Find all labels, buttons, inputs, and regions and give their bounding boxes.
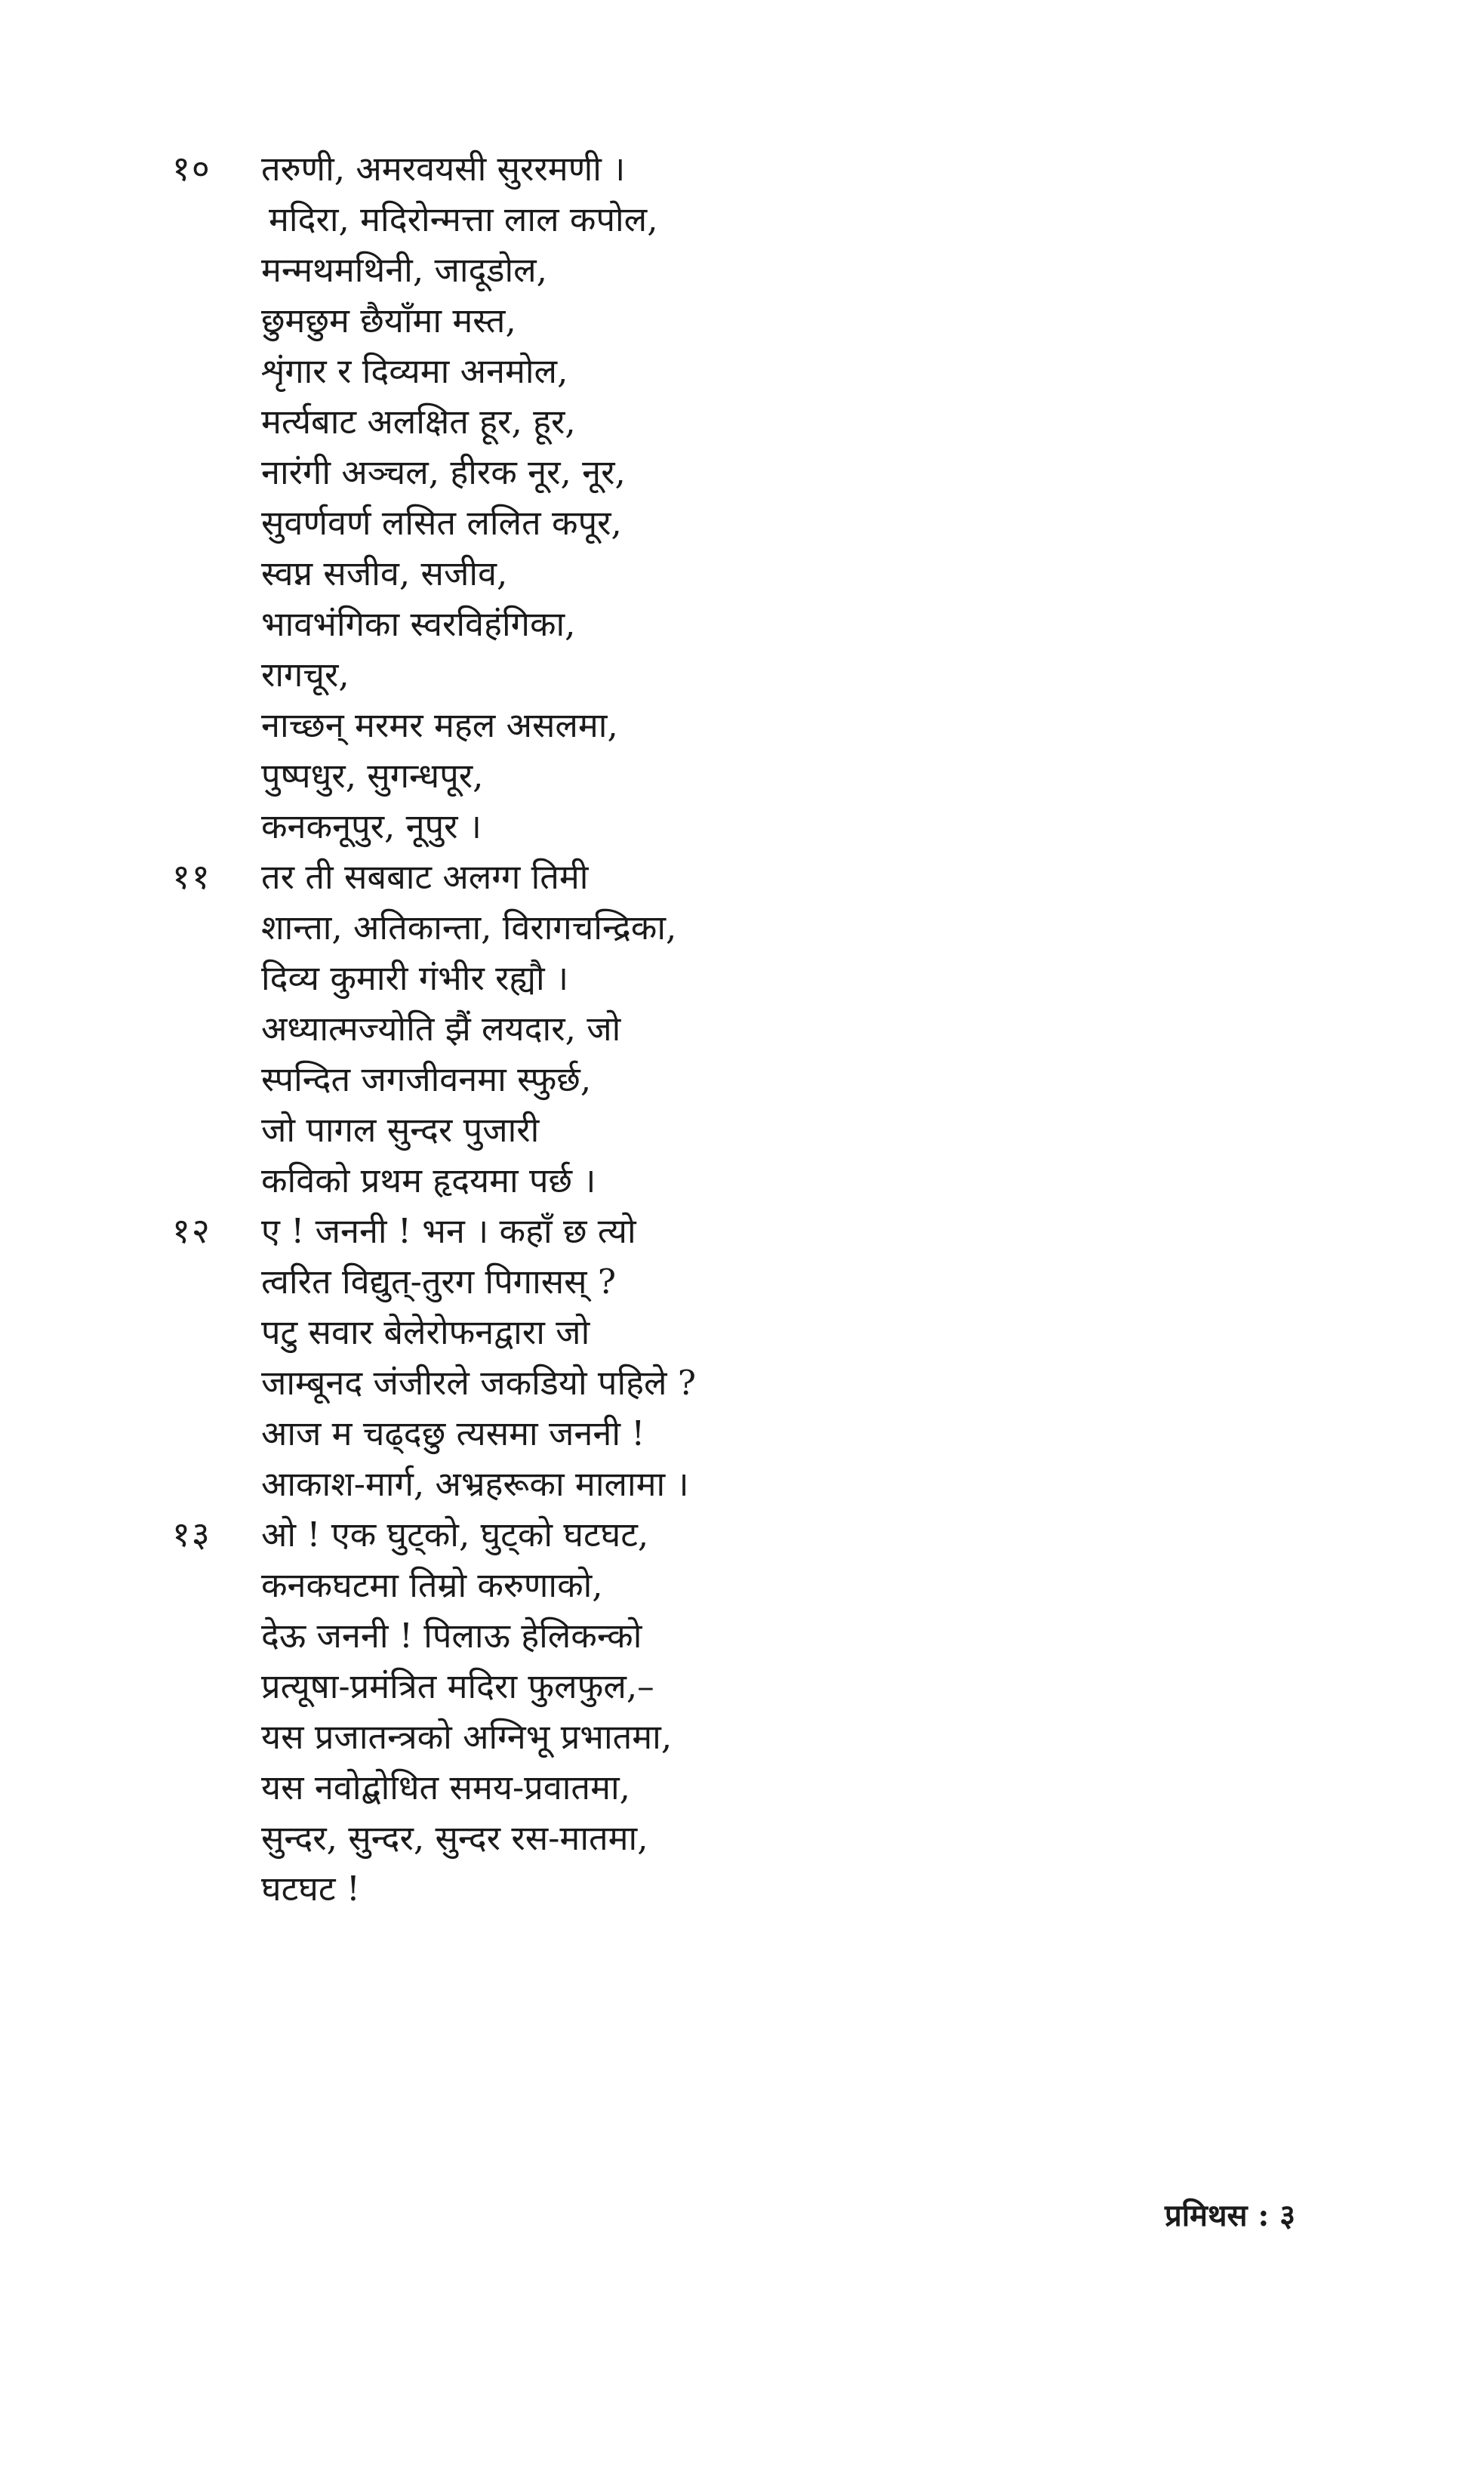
stanza-10 xyxy=(172,143,1153,852)
poem-line: भावभंगिका स्वरविहंगिका, xyxy=(261,604,576,644)
poem-line: घटघट ! xyxy=(261,1869,360,1909)
poem-line: ओ ! एक घुट्को, घुट्को घटघट, xyxy=(261,1515,649,1555)
page-footer: प्रमिथस : ३ xyxy=(1164,2198,1295,2233)
stanza-number: १२ xyxy=(172,1210,211,1251)
poem-line: मन्मथमथिनी, जादूडोल, xyxy=(261,250,547,290)
stanza-number: १३ xyxy=(172,1514,211,1555)
poem-line: रागचूर, xyxy=(261,655,349,695)
poem-line: तर ती सबबाट अलग्ग तिमी xyxy=(261,857,589,897)
poem-line: देऊ जननी ! पिलाऊ हेलिकन्को xyxy=(261,1616,642,1656)
poem-line: जाम्बूनद जंजीरले जकडियो पहिले ? xyxy=(261,1363,696,1403)
poem-line: यस नवोद्बोधित समय-प्रवातमा, xyxy=(261,1767,630,1807)
poem-line: पुष्पधुर, सुगन्धपूर, xyxy=(261,756,484,796)
poem-line: प्रत्यूषा-प्रमंत्रित मदिरा फुलफुल,– xyxy=(261,1666,654,1706)
poem-line: मदिरा, मदिरोन्मत्ता लाल कपोल, xyxy=(269,199,658,239)
stanza-11 xyxy=(172,852,1153,1206)
poem-line: यस प्रजातन्त्रको अग्निभू प्रभातमा, xyxy=(261,1717,673,1757)
stanza-number: १० xyxy=(172,148,211,189)
poem-line: तरुणी, अमरवयसी सुररमणी । xyxy=(261,149,626,189)
poem-line: शृंगार र दिव्यमा अनमोल, xyxy=(261,351,568,391)
poem-line: नाच्छन् मरमर महल असलमा, xyxy=(261,705,618,745)
stanza-number: ११ xyxy=(172,856,211,897)
poem-body xyxy=(172,143,1153,1914)
poem-line: अध्यात्मज्योति झैं लयदार, जो xyxy=(261,1009,621,1049)
poem-line: छुमछुम छैयाँमा मस्त, xyxy=(261,300,516,341)
poem-line: ए ! जननी ! भन । कहाँ छ त्यो xyxy=(261,1211,636,1251)
poem-line: जो पागल सुन्दर पुजारी xyxy=(261,1110,540,1150)
poem-line: कनकघटमा तिम्रो करुणाको, xyxy=(261,1565,603,1605)
stanza-12 xyxy=(172,1206,1153,1509)
poem-line: आज म चढ्दछु त्यसमा जननी ! xyxy=(261,1413,645,1453)
stanza-13 xyxy=(172,1509,1153,1914)
poem-line: आकाश-मार्ग, अभ्रहरूका मालामा । xyxy=(261,1464,689,1504)
poem-line: स्वप्न सजीव, सजीव, xyxy=(261,553,508,593)
poem-line: स्पन्दित जगजीवनमा स्फुर्छ, xyxy=(261,1059,592,1099)
poem-line: कविको प्रथम हृदयमा पर्छ । xyxy=(261,1160,596,1200)
poem-line: नारंगी अञ्चल, हीरक नूर, नूर, xyxy=(261,452,626,492)
poem-line: दिव्य कुमारी गंभीर रह्यौ । xyxy=(261,958,569,998)
poem-line: सुवर्णवर्ण लसित ललित कपूर, xyxy=(261,503,622,543)
poem-line: कनकनूपुर, नूपुर । xyxy=(261,806,482,846)
poem-line: मर्त्यबाट अलक्षित हूर, हूर, xyxy=(261,402,576,442)
poem-line: शान्ता, अतिकान्ता, विरागचन्द्रिका, xyxy=(261,908,677,948)
poem-line: पटु सवार बेलेरोफनद्वारा जो xyxy=(261,1312,590,1352)
poem-line: सुन्दर, सुन्दर, सुन्दर रस-मातमा, xyxy=(261,1818,648,1858)
poem-line: त्वरित विद्युत्-तुरग पिगासस् ? xyxy=(261,1262,617,1302)
